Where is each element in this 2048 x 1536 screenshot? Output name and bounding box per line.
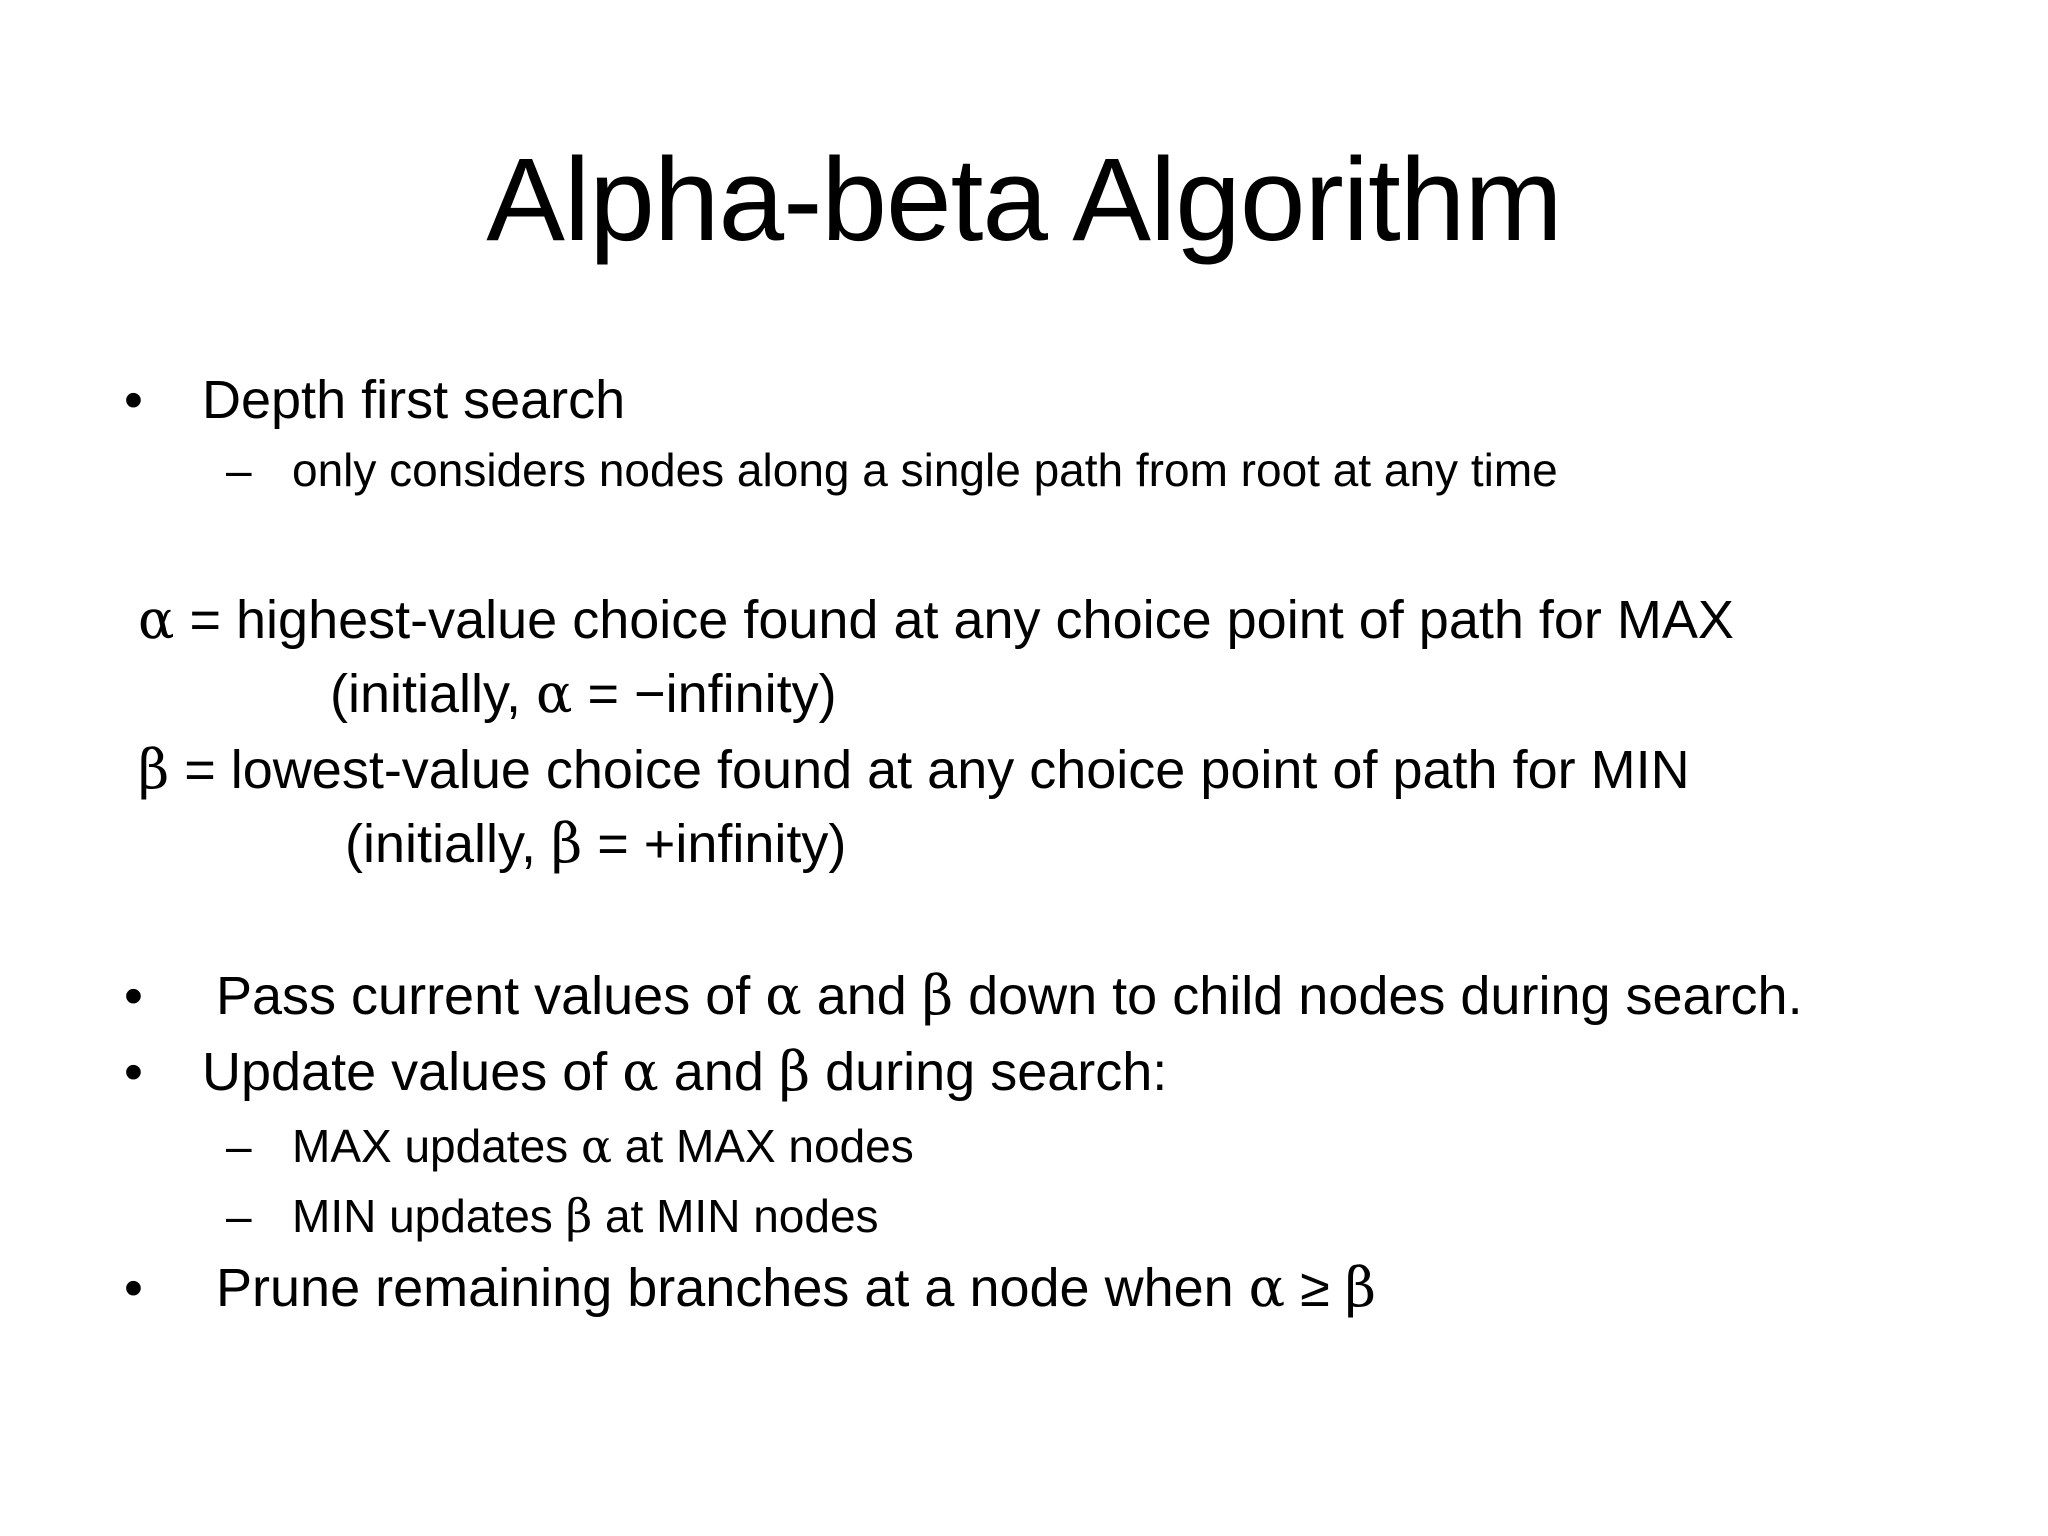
bullet-2-part: and	[801, 966, 922, 1026]
beta-initial	[345, 812, 846, 876]
alpha-definition-text: = highest-value choice found at any choice point of path for MAX	[174, 590, 1734, 650]
alpha-symbol: α	[580, 1119, 613, 1173]
bullet-3-part: and	[658, 1042, 779, 1102]
bullet-3-part: Update values of	[202, 1042, 623, 1102]
alpha-symbol: α	[536, 662, 573, 725]
bullet-4-part: Prune remaining branches at a node when	[216, 1258, 1249, 1318]
alpha-symbol: α	[1248, 1256, 1286, 1319]
bullet-4-text	[216, 1256, 1376, 1320]
alpha-symbol: α	[765, 964, 802, 1027]
bullet-4-part: ≥	[1285, 1258, 1345, 1318]
alpha-initial	[330, 662, 837, 726]
bullet-3-sub-2-text	[292, 1188, 879, 1244]
bullet-3-sub-1-text	[292, 1118, 914, 1174]
bullet-2-marker: •	[124, 966, 143, 1026]
alpha-symbol: α	[622, 1040, 659, 1103]
bullet-2-text	[216, 964, 1803, 1028]
bullet-1-sub-dash: –	[226, 444, 252, 496]
beta-initial-prefix: (initially,	[345, 814, 552, 874]
bullet-1-sub-text: only considers nodes along a single path from root at any time	[292, 444, 1558, 496]
beta-symbol: β	[565, 1189, 593, 1243]
beta-symbol: β	[1344, 1256, 1377, 1319]
beta-initial-value: = +infinity)	[582, 814, 847, 874]
sub-2-part: MIN updates	[292, 1190, 566, 1242]
bullet-3-marker: •	[124, 1042, 143, 1102]
sub-1-part: MAX updates	[292, 1120, 581, 1172]
bullet-1-text: Depth first search	[202, 370, 626, 430]
beta-definition	[138, 738, 1690, 802]
beta-symbol: β	[138, 738, 170, 801]
beta-symbol: β	[921, 964, 954, 1027]
alpha-symbol: α	[138, 588, 175, 651]
alpha-definition	[138, 588, 1734, 652]
sub-2-part: at MIN nodes	[592, 1190, 879, 1242]
bullet-3-sub-1-dash: –	[226, 1120, 252, 1172]
bullet-3-text	[202, 1040, 1167, 1104]
sub-1-part: at MAX nodes	[612, 1120, 914, 1172]
beta-symbol: β	[551, 812, 583, 875]
beta-symbol: β	[778, 1040, 811, 1103]
alpha-initial-value: = −infinity)	[572, 664, 837, 724]
bullet-2-part: down to child nodes during search.	[953, 966, 1803, 1026]
slide-title: Alpha-beta Algorithm	[486, 134, 1562, 266]
bullet-2-part: Pass current values of	[216, 966, 766, 1026]
beta-definition-text: = lowest-value choice found at any choice point of path for MIN	[169, 740, 1690, 800]
bullet-1-marker: •	[124, 370, 143, 430]
alpha-initial-prefix: (initially,	[330, 664, 537, 724]
bullet-3-sub-2-dash: –	[226, 1190, 252, 1242]
bullet-3-part: during search:	[810, 1042, 1168, 1102]
bullet-4-marker: •	[124, 1258, 143, 1318]
